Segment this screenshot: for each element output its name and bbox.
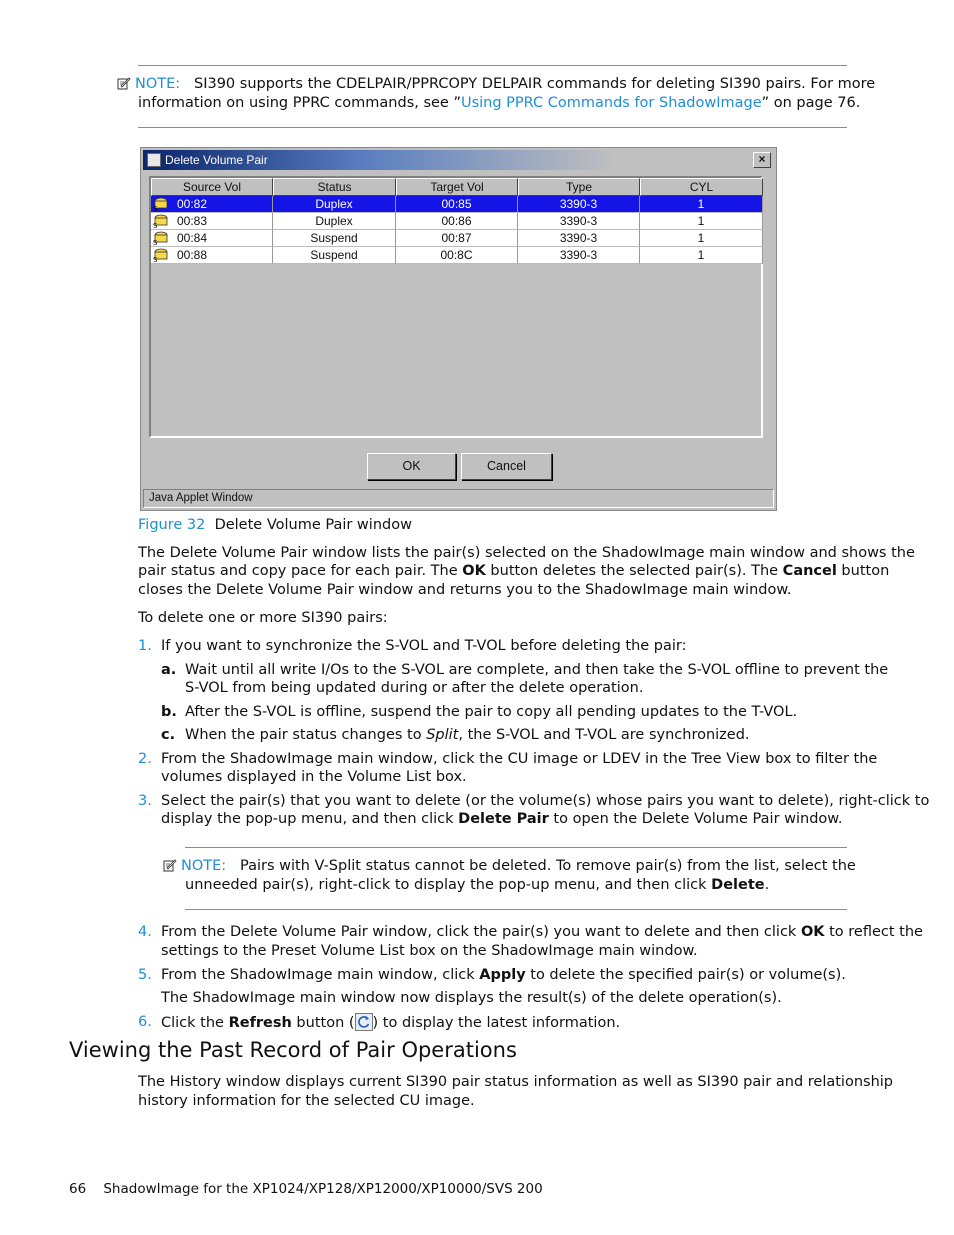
step-2-line-2: volumes displayed in the Volume List box. (161, 769, 467, 785)
svg-text:S: S (153, 256, 158, 263)
figure-label: Figure 32 (138, 517, 206, 533)
step-3-line-2 (161, 810, 842, 828)
refresh-icon (355, 1013, 373, 1031)
note-1-text: SI390 supports the CDELPAIR/PPRCOPY DELPAIR commands for deleting SI390 pairs. For more (194, 76, 876, 92)
ok-term: OK (462, 563, 486, 579)
page-number: 66 (69, 1181, 87, 1197)
table-row[interactable] (151, 247, 763, 264)
step-2-line-1: From the ShadowImage main window, click the CU image or LDEV in the Tree View box to filter the (161, 751, 878, 767)
pair-table[interactable] (149, 176, 763, 438)
note-2-line-1 (163, 857, 856, 875)
pprc-commands-link[interactable]: Using PPRC Commands for ShadowImage (460, 95, 762, 111)
step-4-line-1 (161, 923, 923, 941)
step-1-text: If you want to synchronize the S-VOL and T-VOL before deleting the pair: (161, 638, 687, 654)
cell-status: Suspend (273, 230, 396, 247)
para-text: button (836, 563, 890, 579)
svg-text:S: S (153, 205, 158, 212)
step-5-text (161, 966, 846, 984)
step-5-result: The ShadowImage main window now displays the result(s) of the delete operation(s). (161, 990, 782, 1006)
close-button[interactable]: × (753, 152, 771, 168)
step-text: button ( (291, 1015, 355, 1031)
substep-a-line-2: S-VOL from being updated during or after the delete operation. (185, 680, 644, 696)
note-2-line-2 (185, 876, 769, 894)
step-text: to delete the specified pair(s) or volume(s). (525, 967, 846, 983)
note-1-line-2 (138, 94, 860, 112)
cancel-term: Cancel (782, 563, 837, 579)
section-heading: Viewing the Past Record of Pair Operations (69, 1038, 517, 1062)
ok-button[interactable]: OK (367, 453, 456, 480)
substep-b-text: After the S-VOL is offline, suspend the pair to copy all pending updates to the T-VOL. (185, 704, 798, 720)
delete-pair-term: Delete Pair (458, 811, 549, 827)
column-header-type[interactable]: Type (518, 178, 640, 196)
column-header-source-vol[interactable]: Source Vol (151, 178, 273, 196)
delete-volume-pair-dialog (140, 147, 777, 511)
section-para-line-1: The History window displays current SI390 pair status information as well as SI390 pair and relationship (138, 1074, 893, 1090)
cell-status: Duplex (273, 196, 396, 213)
page-footer (69, 1180, 543, 1198)
cell-target: 00:86 (396, 213, 518, 230)
footer-title: ShadowImage for the XP1024/XP128/XP12000/XP10000/SVS 200 (103, 1181, 543, 1197)
app-window-icon (147, 153, 161, 167)
substep-letter: a. (161, 662, 177, 678)
column-header-target-vol[interactable]: Target Vol (396, 178, 518, 196)
cell-cyl: 1 (640, 247, 763, 264)
step-text: ) to display the latest information. (372, 1015, 621, 1031)
cell-status: Suspend (273, 247, 396, 264)
step-text: to reflect the (824, 924, 923, 940)
cell-source: 00:88 (177, 248, 208, 262)
dialog-titlebar[interactable] (143, 150, 774, 170)
column-header-status[interactable]: Status (273, 178, 396, 196)
cell-source: 00:82 (177, 197, 208, 211)
note-2-top-rule (185, 847, 847, 848)
note-pencil-icon (117, 76, 131, 90)
substep-c-text (185, 726, 750, 744)
step-text: display the pop-up menu, and then click (161, 811, 459, 827)
step-number: 6. (138, 1014, 152, 1030)
split-term: Split (426, 727, 459, 743)
table-row[interactable] (151, 213, 763, 230)
table-row[interactable] (151, 230, 763, 247)
pair-volume-icon (152, 248, 170, 263)
step-number: 3. (138, 793, 152, 809)
substep-letter: b. (161, 704, 177, 720)
step-text: From the ShadowImage main window, click (161, 967, 480, 983)
step-text: Click the (161, 1015, 229, 1031)
pair-volume-icon (152, 197, 170, 212)
step-text: , the S-VOL and T-VOL are synchronized. (458, 727, 750, 743)
dialog-title: Delete Volume Pair (165, 153, 268, 167)
cell-type: 3390-3 (518, 247, 640, 264)
java-applet-status-bar: Java Applet Window (143, 489, 774, 508)
pair-volume-icon (152, 231, 170, 246)
para-text: button deletes the selected pair(s). The (485, 563, 783, 579)
ok-term: OK (800, 924, 825, 940)
figure-caption (138, 516, 412, 534)
note-2-text-3: . (764, 877, 770, 893)
note-2-text: Pairs with V-Split status cannot be deleted. To remove pair(s) from the list, select the (240, 858, 856, 874)
table-row[interactable] (151, 196, 763, 213)
table-header (151, 178, 763, 196)
step-text: to open the Delete Volume Pair window. (548, 811, 843, 827)
cell-source: 00:83 (177, 214, 208, 228)
apply-term: Apply (479, 967, 526, 983)
step-number: 2. (138, 751, 152, 767)
cell-cyl: 1 (640, 213, 763, 230)
note-top-rule (138, 65, 847, 66)
note-2-bottom-rule (185, 909, 847, 910)
para-line: The Delete Volume Pair window lists the pair(s) selected on the ShadowImage main window and shows the (138, 545, 915, 561)
svg-text:S: S (153, 239, 158, 246)
cell-cyl: 1 (640, 196, 763, 213)
note-1-line-1 (117, 75, 875, 93)
cell-type: 3390-3 (518, 213, 640, 230)
cell-target: 00:85 (396, 196, 518, 213)
cell-type: 3390-3 (518, 230, 640, 247)
note-2-text-2: unneeded pair(s), right-click to display the pop-up menu, and then click (185, 877, 712, 893)
step-6-text (161, 1013, 620, 1032)
para-line (138, 562, 889, 580)
step-text: From the Delete Volume Pair window, click the pair(s) you want to delete and then click (161, 924, 801, 940)
cell-cyl: 1 (640, 230, 763, 247)
step-4-line-2: settings to the Preset Volume List box on the ShadowImage main window. (161, 943, 698, 959)
cell-status: Duplex (273, 213, 396, 230)
step-text: When the pair status changes to (185, 727, 427, 743)
step-number: 4. (138, 924, 152, 940)
column-header-cyl[interactable]: CYL (640, 178, 763, 196)
note-label: NOTE: (181, 858, 227, 874)
delete-term: Delete (711, 877, 765, 893)
para-line: closes the Delete Volume Pair window and returns you to the ShadowImage main window. (138, 582, 792, 598)
cell-target: 00:87 (396, 230, 518, 247)
cell-source: 00:84 (177, 231, 208, 245)
cell-target: 00:8C (396, 247, 518, 264)
note-pencil-icon (163, 858, 177, 872)
svg-text:S: S (153, 222, 158, 229)
intro-text: To delete one or more SI390 pairs: (138, 610, 388, 626)
substep-letter: c. (161, 727, 176, 743)
step-number: 5. (138, 967, 152, 983)
cell-type: 3390-3 (518, 196, 640, 213)
para-text: pair status and copy pace for each pair. The (138, 563, 463, 579)
step-number: 1. (138, 638, 152, 654)
step-3-line-1: Select the pair(s) that you want to delete (or the volume(s) whose pairs you want to delete), right-click to (161, 793, 930, 809)
note-bottom-rule (138, 127, 847, 128)
cancel-button[interactable]: Cancel (461, 453, 552, 480)
pair-volume-icon (152, 214, 170, 229)
figure-caption-text: Delete Volume Pair window (214, 517, 412, 533)
note-1-text-2: information on using PPRC commands, see ” (138, 95, 461, 111)
refresh-term: Refresh (228, 1015, 292, 1031)
substep-a-line-1: Wait until all write I/Os to the S-VOL are complete, and then take the S-VOL offline to prevent the (185, 662, 889, 678)
note-1-text-3: ” on page 76. (761, 95, 861, 111)
section-para-line-2: history information for the selected CU image. (138, 1093, 475, 1109)
note-label: NOTE: (135, 76, 181, 92)
